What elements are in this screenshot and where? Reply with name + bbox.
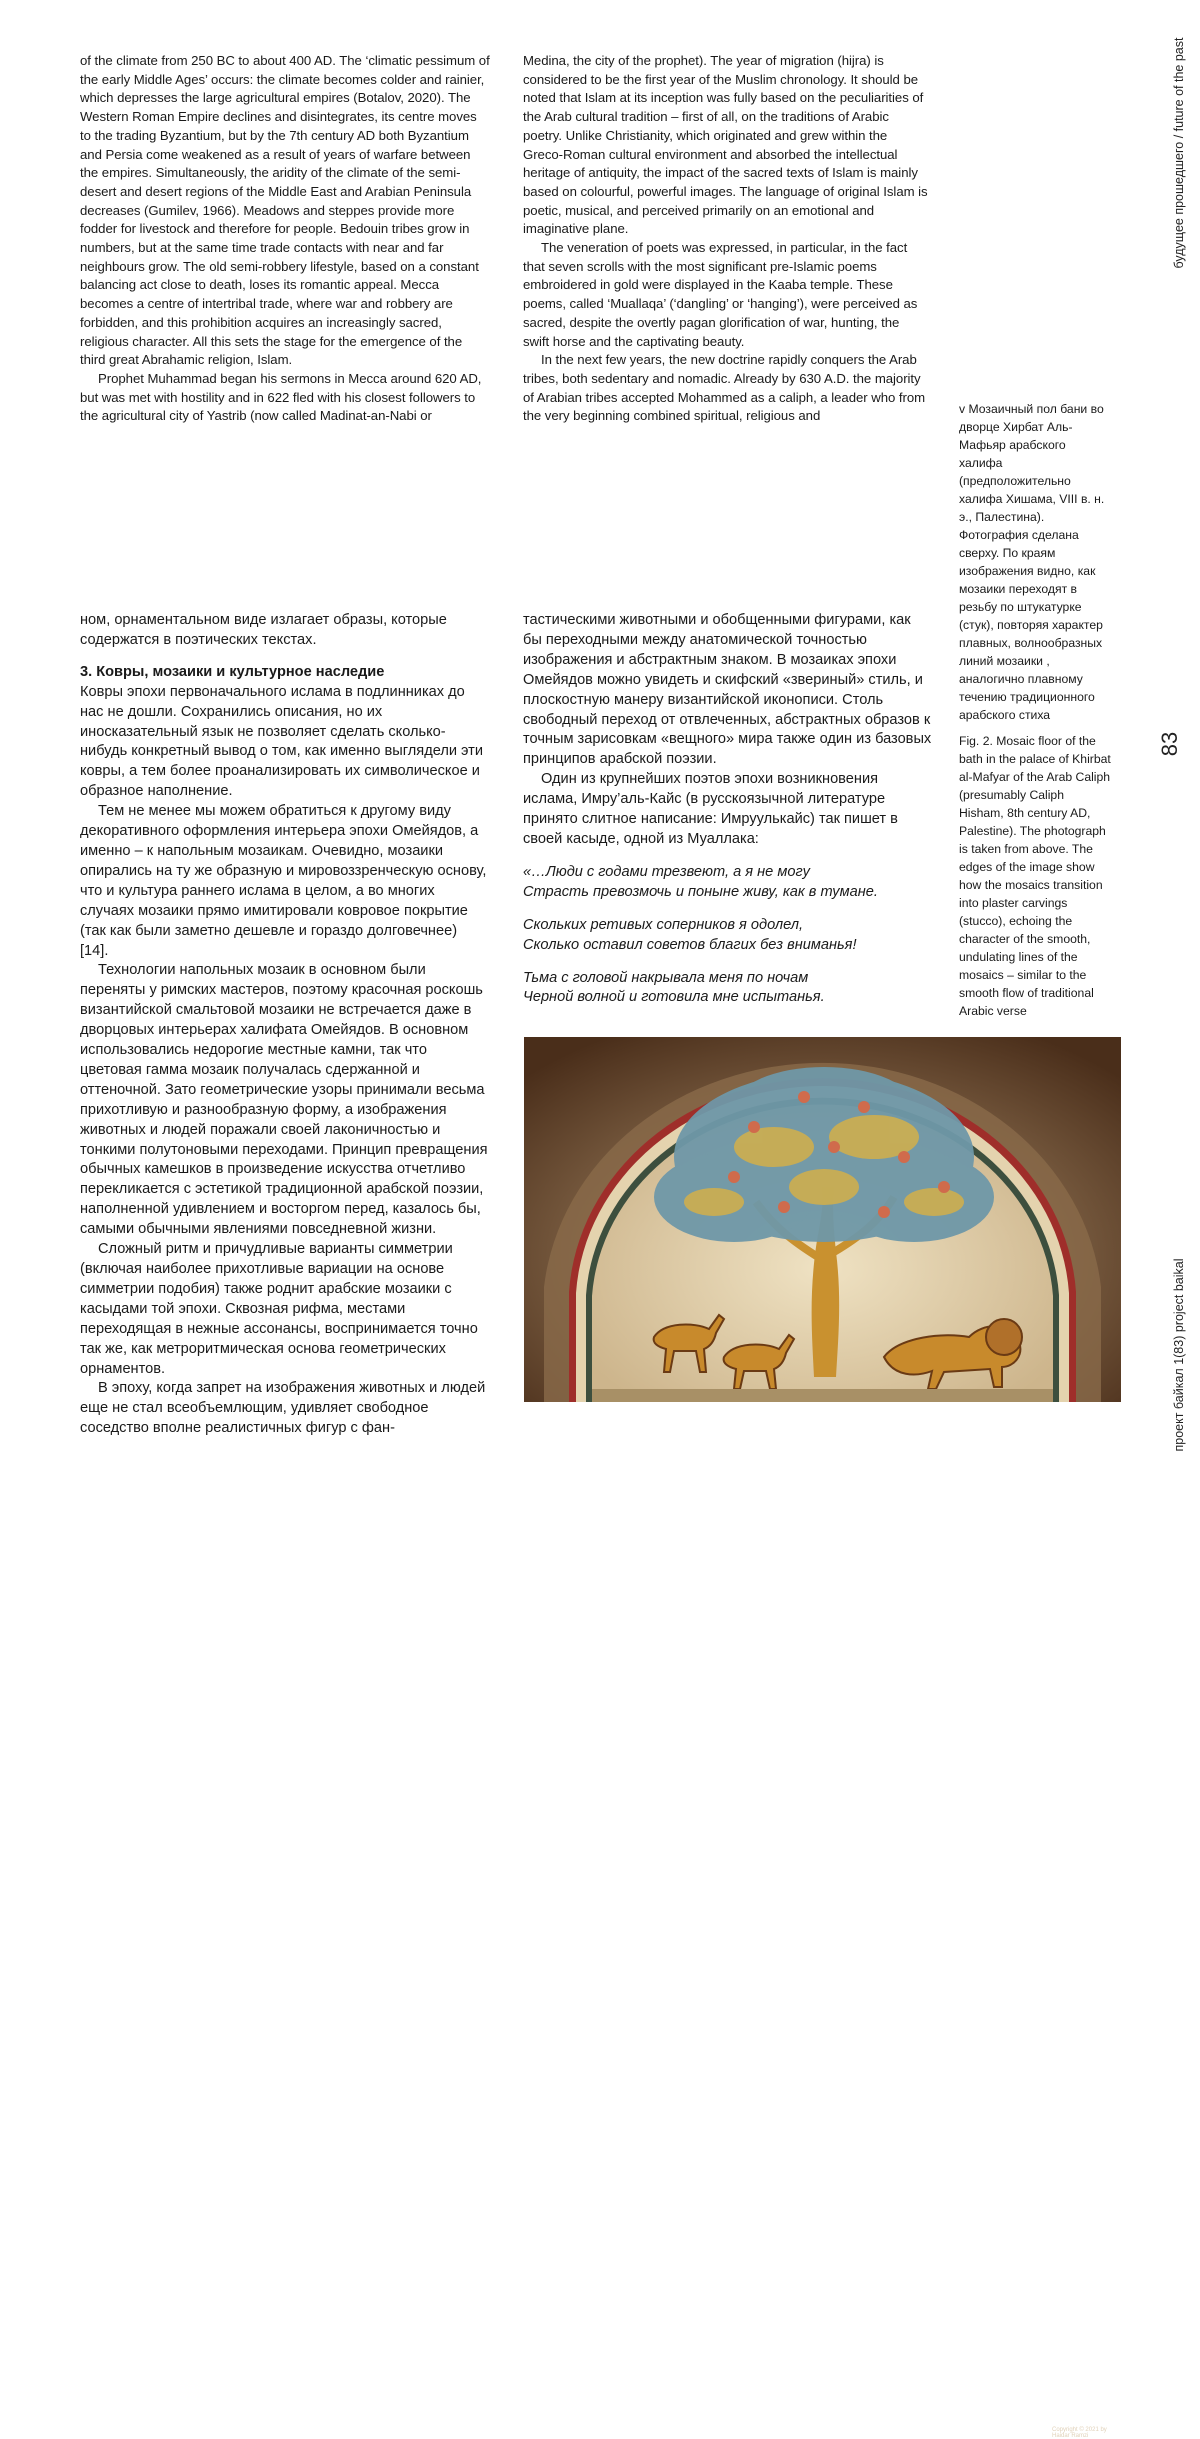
english-paragraph: In the next few years, the new doctrine rapidly conquers the Arab tribes, both sedentary and nomadic. Already by 630 A.D. the majority of Arabian tribes accepted Mohammed as a caliph, a leader who from the very beginning combined spiritual, religious and — [523, 352, 926, 424]
english-column-right — [523, 52, 929, 426]
running-header-vertical — [1170, 18, 1188, 288]
russian-paragraph: Технологии напольных мозаик в основном были переняты у римских мастеров, поэтому красочная роскошь византийской смальтовой мозаики не встречается даже в дворцовых интерьерах халифата Омейядов. В основном использовались недорогие местные камни, так что цветовая гамма мозаик получалась сдержанной и оттеночной. Зато геометрические узоры принимали весьма прихотливую и разнообразную форму, а изображения животных и людей поражали своей лаконичностью и тонкими полутоновыми переходами. Принцип превращения обычных камешков в произведение искусства отчетливо перекликается с эстетикой традиционной арабской поэзии, наполненной удивлением и восторгом перед, казалось бы, самыми обычными явлениями повседневной жизни. — [80, 962, 488, 1238]
poem-quote — [523, 863, 933, 1008]
poem-stanza — [523, 863, 933, 903]
poem-line: Скольких ретивых соперников я одолел, — [523, 916, 804, 933]
english-column-left — [80, 52, 490, 426]
russian-paragraph: Тем не менее мы можем обратиться к другому виду декоративного оформления интерьера эпохи Омейядов, а именно – к напольным мозаикам. Очевидно, мозаики опирались на ту же образную и мировоззренческую основу, что и культура раннего ислама в целом, а во многих случаях мозаики прямо имитировали ковровое покрытие (так как были заметно дешевле и гораздо долговечнее) [14]. — [80, 803, 487, 959]
poem-line: Страсть превозмочь и поныне живу, как в тумане. — [523, 883, 878, 900]
english-paragraph: The veneration of poets was expressed, in particular, in the fact that seven scrolls with the most significant pre-Islamic poems embroidered in gold were displayed in the Kaaba temple. These poems, called ‘Muallaqa’ (‘dangling’ or ‘hanging’), were perceived as sacred, despite the overtly pagan glorification of war, hunting, the swift horse and the captivating beauty. — [523, 240, 918, 349]
russian-column-left — [80, 611, 488, 1439]
poem-line: Тьма с головой накрывала меня по ночам — [523, 969, 809, 986]
poem-line: Сколько оставил советов благих без вниманья! — [523, 936, 857, 953]
russian-paragraph: Один из крупнейших поэтов эпохи возникновения ислама, Имру’аль-Кайс (в русскоязычной литературе принято слитное написание: Имруулькайс) так пишет в своей касыде, одной из Муаллака: — [523, 771, 898, 847]
english-paragraph: of the climate from 250 BC to about 400 AD. The ‘climatic pessimum of the early Middle Ages’ occurs: the climate becomes colder and rainier, which depresses the large agricultural empires (Botalov, 2020). The Western Roman Empire declines and disintegrates, its centre moves to the trading Byzantium, but by the 7th century AD both Byzantium and Persia come weakened as a result of years of warfare between the empires. Simultaneously, the aridity of the climate of the semi-desert and desert regions of the Middle East and Arabian Peninsula decreases (Gumilev, 1966). Meadows and steppes provide more fodder for livestock and therefore for people. Bedouin tribes grow in numbers, but at the same time trade contacts with near and far neighbours grow. The old semi-robbery lifestyle, based on a constant balancing act close to death, loses its romantic appeal. Mecca becomes a centre of intertribal trade, where war and robbery are forbidden, and this prohibition acquires an increasingly sacred, religious character. All this sets the stage for the emergence of the third great Abrahamic religion, Islam. — [80, 53, 490, 368]
english-paragraph: Prophet Muhammad began his sermons in Mecca around 620 AD, but was met with hostility and in 622 fled with his closest followers to the agricultural city of Yastrib (now called Madinat-an-Nabi or — [80, 370, 482, 424]
journal-footer-text: проект байкал 1(83) project baikal — [1172, 1258, 1186, 1452]
journal-footer-vertical — [1170, 1230, 1188, 1480]
poem-stanza — [523, 969, 933, 1009]
section-heading: 3. Ковры, мозаики и культурное наследие — [80, 663, 385, 680]
english-paragraph: Medina, the city of the prophet). The year of migration (hijra) is considered to be the first year of the Muslim chronology. It should be noted that Islam at its inception was fully based on the peculiarities of the Arab cultural tradition – first of all, on the traditions of Arabic poetry. Unlike Christianity, which originated and grew within the Greco-Roman cultural environment and absorbed the intellectual heritage of antiquity, the impact of the sacred texts of Islam is mainly based on colourful, powerful images. The language of original Islam is poetic, musical, and perceived primarily on an emotional and imaginative plane. — [523, 53, 928, 237]
caption-english: Fig. 2. Mosaic floor of the bath in the palace of Khirbat al-Mafyar of the Arab Caliph (presumably Caliph Hisham, 8th century AD, Palestine). The photograph is taken from above. The edges of the image show how the mosaics transition into plaster carvings (stucco), echoing the character of the smooth, undulating lines of the mosaics – similar to the smooth flow of traditional Arabic verse — [959, 734, 1111, 1018]
mosaic-photo — [524, 1037, 1121, 2439]
russian-paragraph: Сложный ритм и причудливые варианты симметрии (включая наиболее прихотливые вариации на основе симметрии подобия) также роднит арабские мозаики с касыдами той эпохи. Сквозная рифма, местами переходящая в нежные ассонансы, воспринимается точно так же, как метроритмическая основа геометрических орнаментов. — [80, 1241, 478, 1377]
photo-credit: Copyright © 2021 by Haidar Ramzi — [1052, 2427, 1107, 2439]
russian-paragraph: В эпоху, когда запрет на изображения животных и людей еще не стал всеобъемлющим, удивляет свободное соседство вполне реалистичных фигур с фан- — [80, 1380, 486, 1437]
page-number — [1155, 722, 1185, 766]
russian-paragraph: Ковры эпохи первоначального ислама в подлинниках до нас не дошли. Сохранились описания, но их иносказательный язык не позволяет сделать сколько-нибудь конкретный вывод о том, как именно выглядели эти ковры, а тем более проанализировать их символическое и образное наполнение. — [80, 683, 484, 800]
poem-line: «…Люди с годами трезвеют, а я не могу — [523, 863, 810, 880]
mosaic-illustration — [524, 1037, 1121, 1402]
running-header-text: будущее прошедшего / future of the past — [1172, 37, 1186, 269]
russian-column-right — [523, 611, 933, 1021]
caption-russian: v Мозаичный пол бани во дворце Хирбат Аль-Мафьяр арабского халифа (предположительно халифа Хишама, VIII в. н. э., Палестина). Фотография сделана сверху. По краям изображения видно, как мозаики переходят в резьбу по штукатурке (стук), повторяя характер плавных, волнообразных линий мозаики , аналогично плавному течению традиционного арабского стиха — [959, 402, 1105, 722]
russian-paragraph: ном, орнаментальном виде излагает образы, которые содержатся в поэтических текстах. — [80, 612, 447, 648]
poem-line: Черной волной и готовила мне испытанья. — [523, 989, 825, 1006]
page-number-text: 83 — [1157, 731, 1182, 757]
poem-stanza — [523, 916, 933, 956]
russian-paragraph: тастическими животными и обобщенными фигурами, как бы переходными между анатомической точностью изображения и абстрактным знаком. В мозаиках эпохи Омейядов можно увидеть и скифский «звериный» стиль, и плоскостную манеру византийской иконописи. Столь свободный переход от отвлеченных, абстрактных образов к точным зарисовкам «вещного» мира также один из базовых принципов арабской поэзии. — [523, 612, 932, 768]
figure-caption — [959, 400, 1111, 1028]
